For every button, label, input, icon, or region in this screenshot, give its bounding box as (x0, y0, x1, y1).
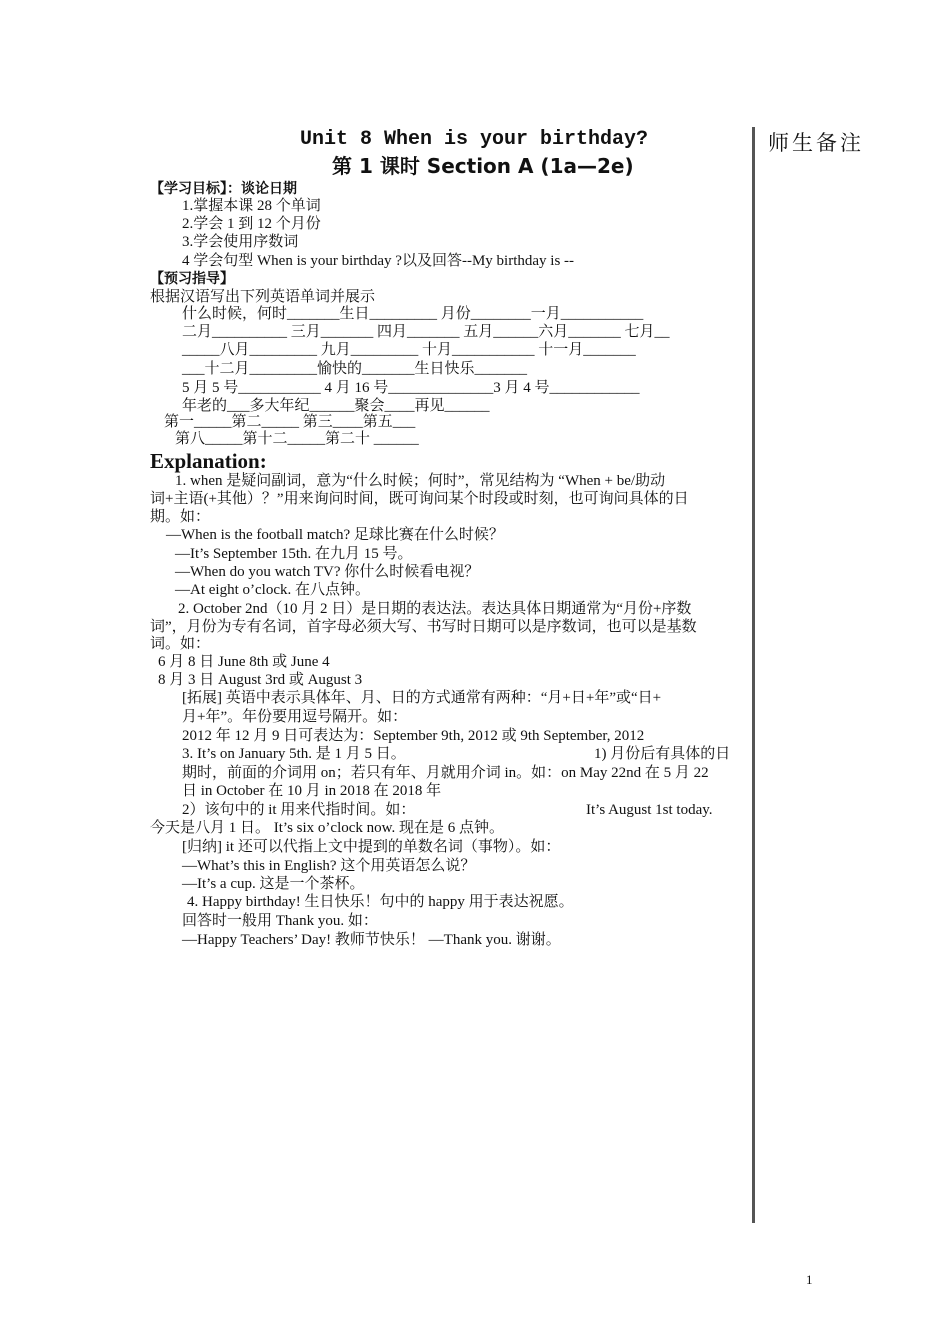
vocab-line: 什么时候，何时_______生日_________ 月份________一月___________ (182, 306, 644, 322)
explanation-line: 词”，月份为专有名词，首字母必须大写、书写时日期可以是序数词，也可以是基数 (150, 619, 697, 635)
explanation-line: 1. when 是疑问副词，意为“什么时候；何时”，常见结构为 “When + be/助动 (175, 473, 666, 489)
vocab-line: _____八月_________ 九月_________ 十月___________ 十一月_______ (182, 342, 636, 358)
vocab-line: 年老的___多大年纪______聚会____再见______ (182, 398, 490, 414)
title-english: Unit 8 When is your birthday? (300, 128, 649, 151)
vocab-line: 二月__________ 三月_______ 四月_______ 五月______六月_______ 七月__ (182, 324, 670, 340)
goal-item: 1.掌握本课 28 个单词 (182, 198, 321, 214)
goal-item: 2.学会 1 到 12 个月份 (182, 216, 321, 232)
explanation-line: 日 in October 在 10 月 in 2018 在 2018 年 (182, 783, 442, 799)
goal-item: 3.学会使用序数词 (182, 234, 299, 250)
explanation-line: 词+主语(+其他）？”用来询问时间，既可询问某个时段或时刻，也可询问具体的日 (150, 491, 689, 507)
preview-heading: 【预习指导】 (150, 271, 234, 287)
vocab-line: 第八_____第十二_____第二十 ______ (175, 431, 419, 447)
explanation-line: It’s August 1st today. (586, 802, 713, 818)
explanation-line: 2. October 2nd（10 月 2 日）是日期的表达法。表达具体日期通常为“月份+序数 (178, 601, 692, 617)
explanation-line: —When do you watch TV? 你什么时候看电视？ (175, 564, 480, 580)
preview-intro: 根据汉语写出下列英语单词并展示 (150, 289, 376, 305)
explanation-line: 期。如： (150, 509, 211, 525)
explanation-line: 词。如： (150, 636, 211, 652)
goal-item: 4 学会句型 When is your birthday ?以及回答--My birthday is -- (182, 253, 575, 269)
explanation-heading: Explanation: (150, 449, 267, 473)
title-chinese: 第 1 课时 Section A (1a—2e) (332, 154, 634, 178)
vocab-line: 第一_____第二_____ 第三____第五___ (164, 414, 416, 430)
explanation-line: 4. Happy birthday! 生日快乐！句中的 happy 用于表达祝愿。 (187, 894, 574, 910)
explanation-line: [拓展] 英语中表示具体年、月、日的方式通常有两种：“月+日+年”或“日+ (182, 690, 662, 706)
explanation-line: —It’s September 15th. 在九月 15 号。 (175, 546, 413, 562)
explanation-line: 8 月 3 日 August 3rd 或 August 3 (158, 672, 363, 688)
goals-heading: 【学习目标】：谈论日期 (150, 181, 297, 197)
explanation-line: 期时，前面的介词用 on；若只有年、月就用介词 in。如：on May 22nd 在 5 月 22 (182, 765, 709, 781)
vocab-line: 5 月 5 号___________ 4 月 16 号______________3 月 4 号____________ (182, 380, 640, 396)
explanation-line: 月+年”。年份要用逗号隔开。如： (182, 709, 408, 725)
explanation-line: —Happy Teachers’ Day! 教师节快乐！ —Thank you. 谢谢。 (182, 932, 561, 948)
explanation-line: —When is the football match? 足球比赛在什么时候？ (166, 527, 504, 543)
column-divider (752, 127, 755, 1223)
explanation-line: —At eight o’clock. 在八点钟。 (175, 582, 370, 598)
explanation-line: 1) 月份后有具体的日 (594, 746, 731, 762)
explanation-line: 2012 年 12 月 9 日可表达为：September 9th, 2012 或 9th September, 2012 (182, 728, 645, 744)
notes-column-label: 师生备注 (768, 131, 864, 155)
explanation-line: —What’s this in English? 这个用英语怎么说？ (182, 858, 476, 874)
explanation-line: [归纳] it 还可以代指上文中提到的单数名词（事物）。如： (182, 839, 561, 855)
explanation-line: 2）该句中的 it 用来代指时间。如： (182, 802, 416, 818)
page-number: 1 (806, 1272, 813, 1287)
explanation-line: 回答时一般用 Thank you. 如： (182, 913, 378, 929)
explanation-line: 今天是八月 1 日。 It’s six o’clock now. 现在是 6 点钟。 (150, 820, 505, 836)
explanation-line: 3. It’s on January 5th. 是 1 月 5 日。 (182, 746, 406, 762)
explanation-line: 6 月 8 日 June 8th 或 June 4 (158, 654, 330, 670)
explanation-line: —It’s a cup. 这是一个茶杯。 (182, 876, 365, 892)
vocab-line: ___十二月_________愉快的_______生日快乐_______ (182, 361, 528, 377)
